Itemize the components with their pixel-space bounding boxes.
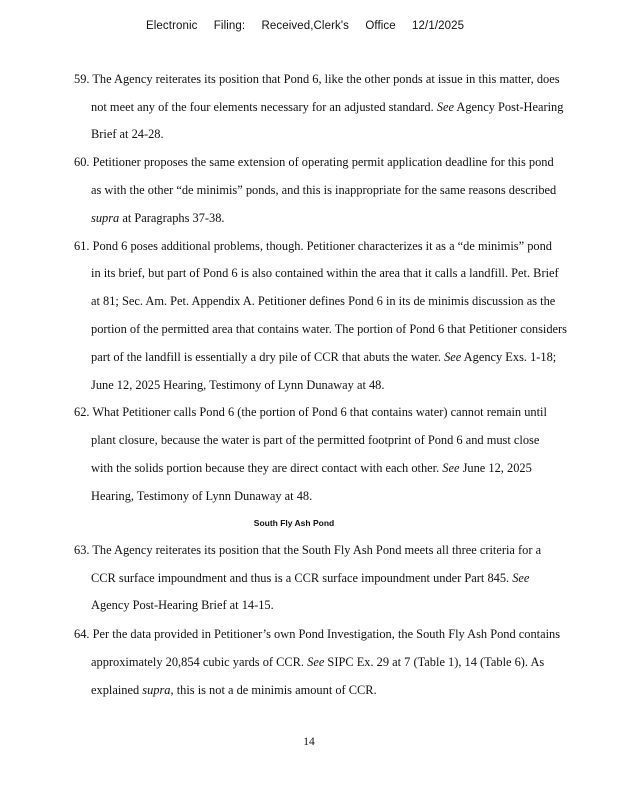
header-date: 12/1/2025 (412, 20, 465, 32)
header-received: Received,Clerk's (261, 20, 350, 32)
page-number: 14 (303, 736, 315, 748)
paragraph-line: approximately 20,854 cubic yards of CCR. See SIPC Ex. 29 at 7 (Table 1), 14 (Table 6). As (91, 655, 545, 669)
paragraph-line: 63. The Agency reiterates its position that the South Fly Ash Pond meets all three criteria for a (74, 543, 542, 557)
paragraph-line: at 81; Sec. Am. Pet. Appendix A. Petitioner defines Pond 6 in its de minimis discussion as the (91, 294, 556, 308)
paragraph-line: CCR surface impoundment and thus is a CCR surface impoundment under Part 845. See (91, 571, 530, 585)
section-heading: South Fly Ash Pond (253, 518, 335, 528)
header-office: Office (365, 20, 396, 32)
paragraph-line: 60. Petitioner proposes the same extension of operating permit application deadline for this pond (74, 155, 554, 169)
paragraph-line: portion of the permitted area that contains water. The portion of Pond 6 that Petitioner considers (91, 322, 568, 336)
paragraph-line: with the solids portion because they are direct contact with each other. See June 12, 2025 (91, 461, 532, 475)
paragraph-line: as with the other “de minimis” ponds, and this is inappropriate for the same reasons described (91, 183, 557, 197)
paragraph-line: 61. Pond 6 poses additional problems, though. Petitioner characterizes it as a “de minimis” pond (74, 239, 552, 253)
paragraph-line: Brief at 24-28. (91, 127, 164, 141)
paragraph-line: 64. Per the data provided in Petitioner’s own Pond Investigation, the South Fly Ash Pond contains (74, 627, 561, 641)
paragraph-line: not meet any of the four elements necessary for an adjusted standard. See Agency Post-Hearing (91, 100, 564, 114)
header-filing: Filing: (213, 20, 246, 32)
paragraph-line: supra at Paragraphs 37-38. (91, 211, 225, 225)
header-electronic: Electronic (146, 20, 198, 32)
filing-stamp-header (146, 20, 477, 32)
paragraph-line: part of the landfill is essentially a dry pile of CCR that abuts the water. See Agency Exs. 1-18; (91, 350, 557, 364)
paragraph-line: explained supra, this is not a de minimis amount of CCR. (91, 683, 377, 697)
paragraph-line: plant closure, because the water is part of the permitted footprint of Pond 6 and must close (91, 433, 540, 447)
paragraph-line: in its brief, but part of Pond 6 is also contained within the area that it calls a landfill. Pet. Brief (91, 266, 559, 280)
paragraph-line: Agency Post-Hearing Brief at 14-15. (91, 598, 274, 612)
paragraph-line: 59. The Agency reiterates its position that Pond 6, like the other ponds at issue in this matter, does (74, 72, 560, 86)
paragraph-line: 62. What Petitioner calls Pond 6 (the portion of Pond 6 that contains water) cannot remain until (74, 405, 547, 419)
paragraph-line: June 12, 2025 Hearing, Testimony of Lynn Dunaway at 48. (91, 378, 385, 392)
paragraph-line: Hearing, Testimony of Lynn Dunaway at 48. (91, 489, 313, 503)
